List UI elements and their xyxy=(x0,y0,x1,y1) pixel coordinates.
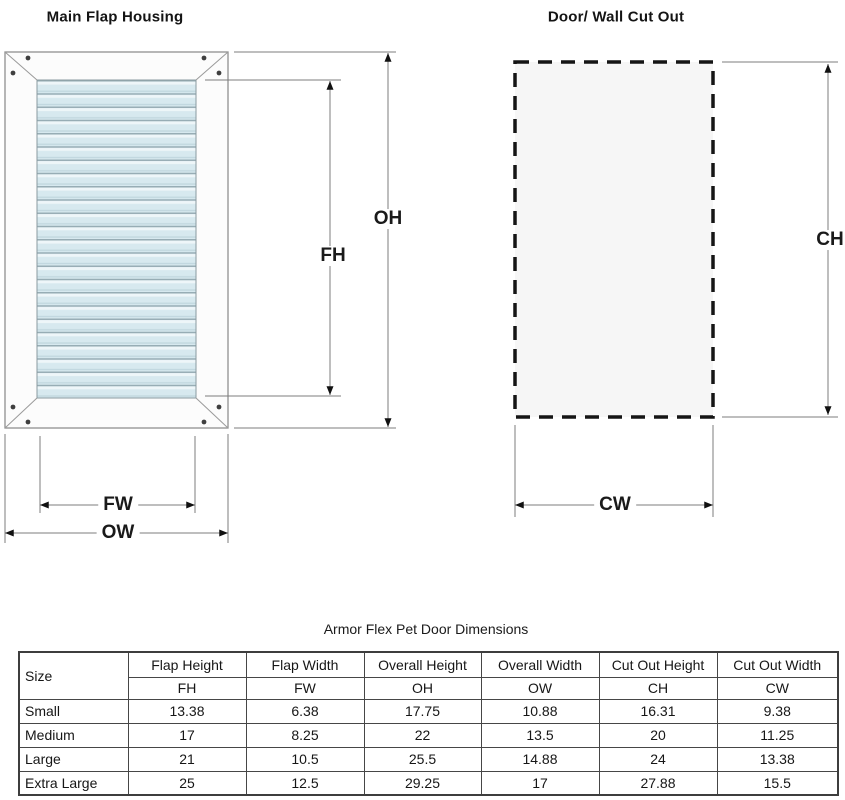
table-cell: 22 xyxy=(364,723,481,747)
table-cell: 12.5 xyxy=(246,771,364,795)
dim-label-fh: FH xyxy=(315,246,350,266)
table-cell: 10.5 xyxy=(246,747,364,771)
dim-label-fw: FW xyxy=(98,495,138,515)
dim-label-ch: CH xyxy=(811,230,845,250)
table-cell: 25.5 xyxy=(364,747,481,771)
col-header-overall-width: Overall Width xyxy=(481,652,599,677)
table-cell: 11.25 xyxy=(717,723,838,747)
row-size-label: Large xyxy=(19,747,128,771)
table-cell: 29.25 xyxy=(364,771,481,795)
table-row-large xyxy=(19,747,838,771)
dim-label-oh: OH xyxy=(369,209,408,229)
dimensions-table xyxy=(18,651,839,796)
table-cell: 8.25 xyxy=(246,723,364,747)
table-cell: 9.38 xyxy=(717,699,838,723)
dim-label-cw: CW xyxy=(594,495,636,515)
table-row-extra-large xyxy=(19,771,838,795)
row-size-label: Extra Large xyxy=(19,771,128,795)
housing-flap-louvers xyxy=(37,80,196,398)
col-header-size: Size xyxy=(19,652,128,699)
table-cell: 27.88 xyxy=(599,771,717,795)
table-cell: 25 xyxy=(128,771,246,795)
table-cell: 14.88 xyxy=(481,747,599,771)
table-cell: 17.75 xyxy=(364,699,481,723)
col-abbr-fh: FH xyxy=(128,677,246,699)
col-abbr-ow: OW xyxy=(481,677,599,699)
cutout-title: Door/ Wall Cut Out xyxy=(547,8,685,26)
table-cell: 15.5 xyxy=(717,771,838,795)
table-cell: 20 xyxy=(599,723,717,747)
table-cell: 6.38 xyxy=(246,699,364,723)
col-header-cut-out-height: Cut Out Height xyxy=(599,652,717,677)
cutout-dashed-rect xyxy=(515,62,713,417)
table-cell: 10.88 xyxy=(481,699,599,723)
table-cell: 17 xyxy=(481,771,599,795)
col-header-cut-out-width: Cut Out Width xyxy=(717,652,838,677)
table-cell: 17 xyxy=(128,723,246,747)
table-title: Armor Flex Pet Door Dimensions xyxy=(323,621,529,637)
flap-housing-figure xyxy=(5,52,396,543)
col-header-flap-width: Flap Width xyxy=(246,652,364,677)
table-cell: 21 xyxy=(128,747,246,771)
housing-title: Main Flap Housing xyxy=(46,8,184,26)
table-cell: 24 xyxy=(599,747,717,771)
col-abbr-oh: OH xyxy=(364,677,481,699)
table-cell: 16.31 xyxy=(599,699,717,723)
table-cell: 13.38 xyxy=(717,747,838,771)
col-abbr-ch: CH xyxy=(599,677,717,699)
col-abbr-cw: CW xyxy=(717,677,838,699)
row-size-label: Small xyxy=(19,699,128,723)
cutout-figure xyxy=(515,62,838,517)
dim-label-ow: OW xyxy=(97,523,140,543)
table-row-medium xyxy=(19,723,838,747)
table-row-small xyxy=(19,699,838,723)
col-header-overall-height: Overall Height xyxy=(364,652,481,677)
table-cell: 13.38 xyxy=(128,699,246,723)
row-size-label: Medium xyxy=(19,723,128,747)
table-cell: 13.5 xyxy=(481,723,599,747)
col-header-flap-height: Flap Height xyxy=(128,652,246,677)
col-abbr-fw: FW xyxy=(246,677,364,699)
